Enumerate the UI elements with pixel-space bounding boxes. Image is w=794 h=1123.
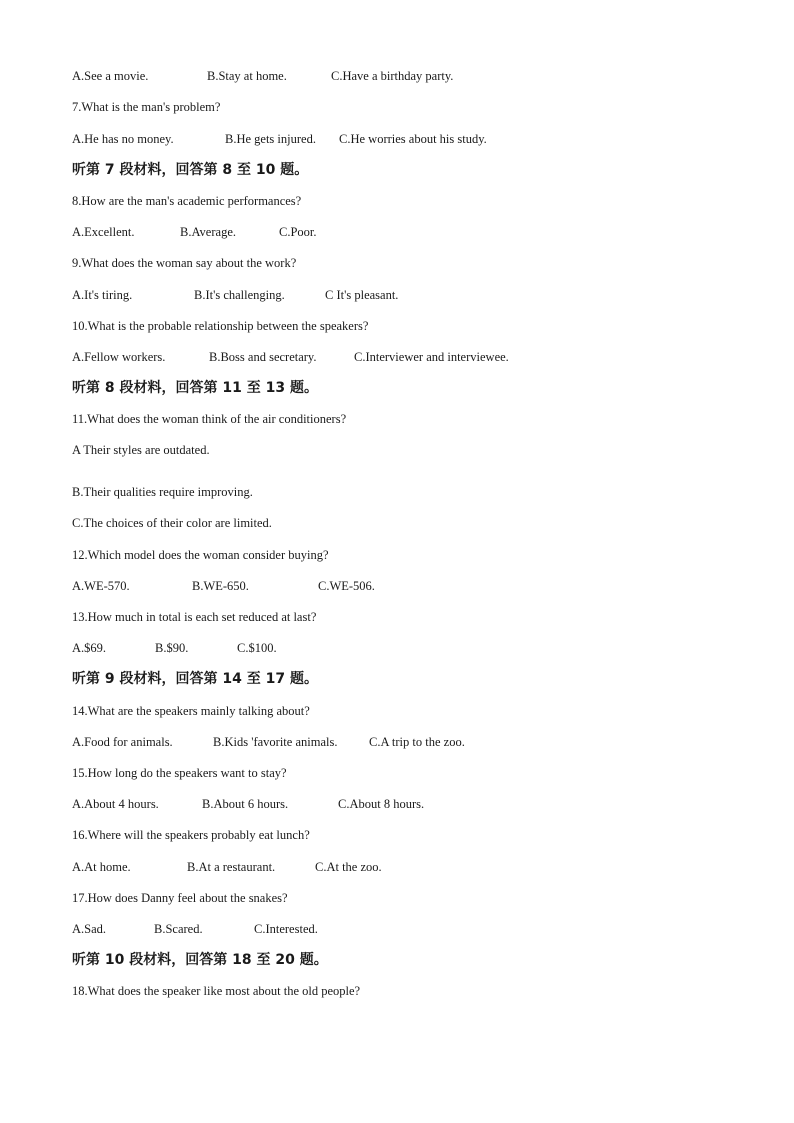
q10-option-a: A.Fellow workers. [72,350,166,364]
q12-question: 12.Which model does the woman consider buying? [72,548,329,562]
section-heading-9: 听第 9 段材料，回答第 14 至 17 题。 [72,671,318,687]
q6-option-b: B.Stay at home. [207,69,287,83]
q8-option-a: A.Excellent. [72,225,135,239]
q16-option-c: C.At the zoo. [315,860,382,874]
section-heading-10: 听第 10 段材料，回答第 18 至 20 题。 [72,952,328,968]
section-heading-7: 听第 7 段材料，回答第 8 至 10 题。 [72,162,309,178]
q12-option-c: C.WE-506. [318,579,375,593]
q15-option-a: A.About 4 hours. [72,797,159,811]
q13-option-b: B.$90. [155,641,189,655]
q11-option-c: C.The choices of their color are limited. [72,516,272,530]
q9-option-a: A.It's tiring. [72,288,133,302]
q7-option-b: B.He gets injured. [225,132,316,146]
q16-option-b: B.At a restaurant. [187,860,276,874]
q11-option-b: B.Their qualities require improving. [72,485,253,499]
q10-question: 10.What is the probable relationship between the speakers? [72,319,369,333]
q14-option-b: B.Kids 'favorite animals. [213,735,338,749]
q14-question: 14.What are the speakers mainly talking about? [72,704,310,718]
q17-option-c: C.Interested. [254,922,318,936]
q16-question: 16.Where will the speakers probably eat lunch? [72,828,310,842]
q15-question: 15.How long do the speakers want to stay? [72,766,287,780]
q6-option-c: C.Have a birthday party. [331,69,454,83]
section-heading-8: 听第 8 段材料，回答第 11 至 13 题。 [72,380,318,396]
q8-option-b: B.Average. [180,225,236,239]
q15-option-b: B.About 6 hours. [202,797,289,811]
q6-option-a: A.See a movie. [72,69,149,83]
q10-option-b: B.Boss and secretary. [209,350,317,364]
q8-question: 8.How are the man's academic performances? [72,194,302,208]
q8-option-c: C.Poor. [279,225,317,239]
q11-question: 11.What does the woman think of the air conditioners? [72,412,347,426]
q9-question: 9.What does the woman say about the work? [72,256,297,270]
q14-option-c: C.A trip to the zoo. [369,735,465,749]
q16-option-a: A.At home. [72,860,131,874]
q18-question: 18.What does the speaker like most about the old people? [72,984,361,998]
q14-option-a: A.Food for animals. [72,735,173,749]
q11-option-a: A Their styles are outdated. [72,443,210,457]
q17-question: 17.How does Danny feel about the snakes? [72,891,288,905]
q13-question: 13.How much in total is each set reduced at last? [72,610,317,624]
q13-option-c: C.$100. [237,641,277,655]
q7-question: 7.What is the man's problem? [72,100,221,114]
q13-option-a: A.$69. [72,641,107,655]
q9-option-c: C It's pleasant. [325,288,399,302]
q12-option-a: A.WE-570. [72,579,130,593]
q15-option-c: C.About 8 hours. [338,797,425,811]
q7-option-a: A.He has no money. [72,132,174,146]
q12-option-b: B.WE-650. [192,579,249,593]
q9-option-b: B.It's challenging. [194,288,285,302]
q7-option-c: C.He worries about his study. [339,132,487,146]
q17-option-b: B.Scared. [154,922,203,936]
q10-option-c: C.Interviewer and interviewee. [354,350,509,364]
q17-option-a: A.Sad. [72,922,107,936]
